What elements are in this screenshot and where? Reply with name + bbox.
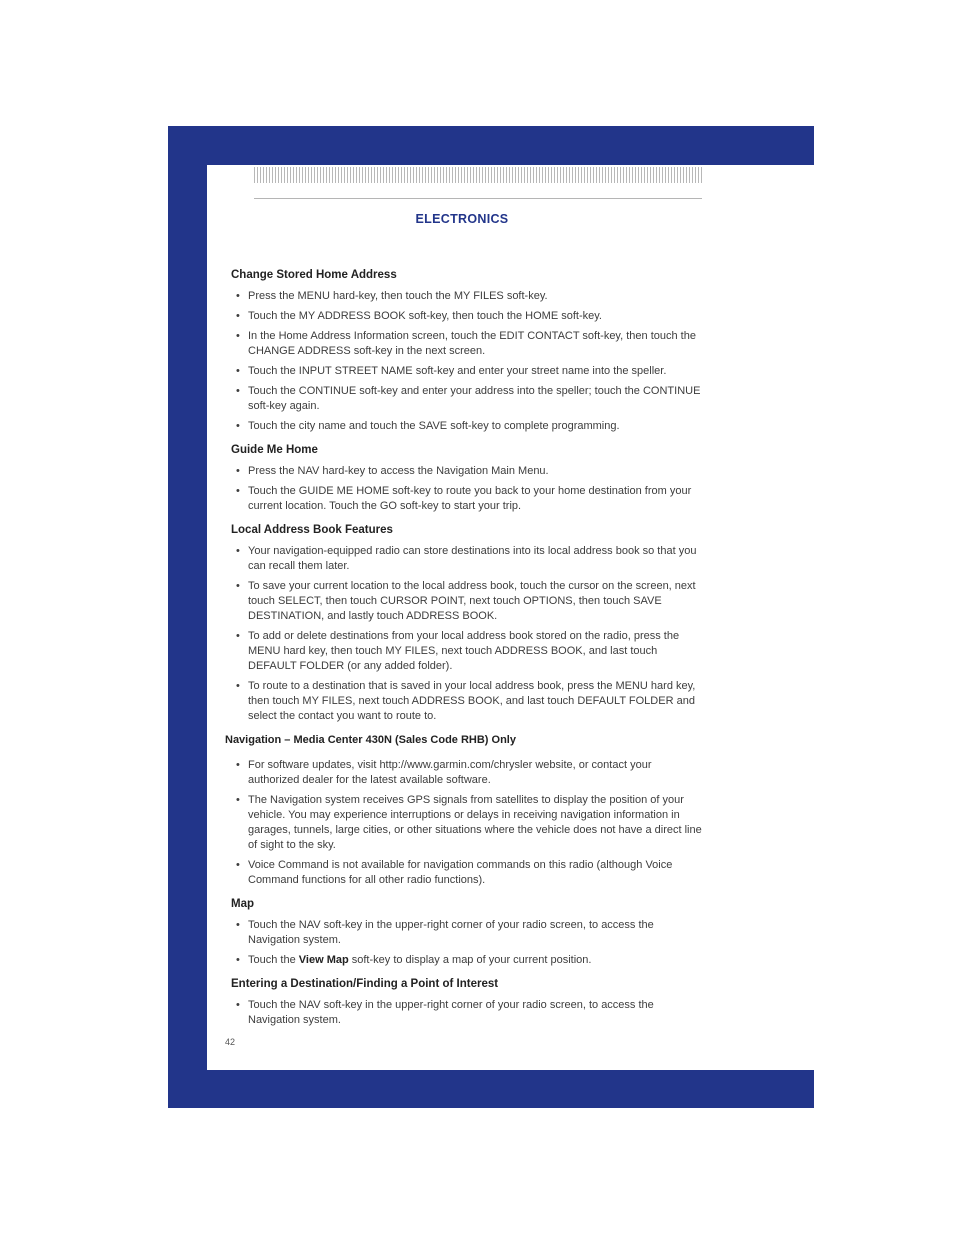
list-item: • Touch the city name and touch the SAVE soft-key to complete programming. <box>231 419 703 434</box>
list-entering-destination <box>231 998 703 1028</box>
view-map-prefix: Touch the <box>248 954 299 966</box>
list-item: • Touch the NAV soft-key in the upper-right corner of your radio screen, to access the Navigation system. <box>231 918 703 948</box>
heading-change-stored-home-address: Change Stored Home Address <box>231 269 397 281</box>
list-item: • The Navigation system receives GPS signals from satellites to display the position of your vehicle. You may experience interruptions or delays in receiving navigation information in garages, tunnels, large cities, or other situations where the vehicle does not have a direct line of sight to the sky. <box>231 793 703 853</box>
view-map-softkey-label: View Map <box>298 954 349 966</box>
header-rule <box>254 198 702 199</box>
list-item: • Voice Command is not available for navigation commands on this radio (although Voice Command functions for all other radio functions). <box>231 858 703 888</box>
list-item: • For software updates, visit http://www.garmin.com/chrysler website, or contact your authorized dealer for the latest available software. <box>231 758 703 788</box>
list-guide-me-home <box>231 464 703 514</box>
heading-local-address-book: Local Address Book Features <box>231 524 393 536</box>
heading-map: Map <box>231 898 254 910</box>
tick-mark-strip <box>254 167 703 183</box>
heading-entering-destination: Entering a Destination/Finding a Point of Interest <box>231 978 499 990</box>
list-item: • Press the NAV hard-key to access the Navigation Main Menu. <box>231 464 703 479</box>
list-item: • Touch the MY ADDRESS BOOK soft-key, then touch the HOME soft-key. <box>231 309 703 324</box>
list-map <box>231 918 703 968</box>
list-change-stored-home-address <box>231 289 703 434</box>
list-item: • Touch the CONTINUE soft-key and enter your address into the speller; touch the CONTINUE soft-key again. <box>231 384 703 414</box>
view-map-suffix: soft-key to display a map of your current position. <box>348 954 592 966</box>
list-item: • To route to a destination that is saved in your local address book, press the MENU hard key, then touch MY FILES, next touch ADDRESS BOOK, and last touch DEFAULT FOLDER and select the contact you want to route to. <box>231 679 703 724</box>
list-item: • Touch the INPUT STREET NAME soft-key and enter your street name into the speller. <box>231 364 703 379</box>
page-content <box>225 268 703 1037</box>
heading-navigation-media-center: Navigation – Media Center 430N (Sales Code RHB) Only <box>225 734 516 746</box>
list-item: • Touch the NAV soft-key in the upper-right corner of your radio screen, to access the Navigation system. <box>231 998 703 1028</box>
list-item: • To save your current location to the local address book, touch the cursor on the screen, next touch SELECT, then touch CURSOR POINT, next touch OPTIONS, then touch SAVE DESTINATION, and lastly touch ADDRESS BOOK. <box>231 579 703 624</box>
list-item: • In the Home Address Information screen, touch the EDIT CONTACT soft-key, then touch the CHANGE ADDRESS soft-key in the next screen. <box>231 329 703 359</box>
heading-guide-me-home: Guide Me Home <box>231 444 318 456</box>
page-number: 42 <box>225 1037 236 1047</box>
list-item: • To add or delete destinations from your local address book stored on the radio, press the MENU hard key, then touch MY FILES, next touch ADDRESS BOOK, and last touch DEFAULT FOLDER (or any added folder). <box>231 629 703 674</box>
list-item: • Press the MENU hard-key, then touch the MY FILES soft-key. <box>231 289 703 304</box>
list-local-address-book <box>231 544 703 724</box>
list-item: • Touch the GUIDE ME HOME soft-key to route you back to your home destination from your current location. Touch the GO soft-key to start your trip. <box>231 484 703 514</box>
list-item-view-map <box>231 953 703 968</box>
list-item: • Your navigation-equipped radio can store destinations into its local address book so that you can recall them later. <box>231 544 703 574</box>
section-title: ELECTRONICS <box>415 212 509 226</box>
list-navigation-media-center <box>231 758 703 888</box>
